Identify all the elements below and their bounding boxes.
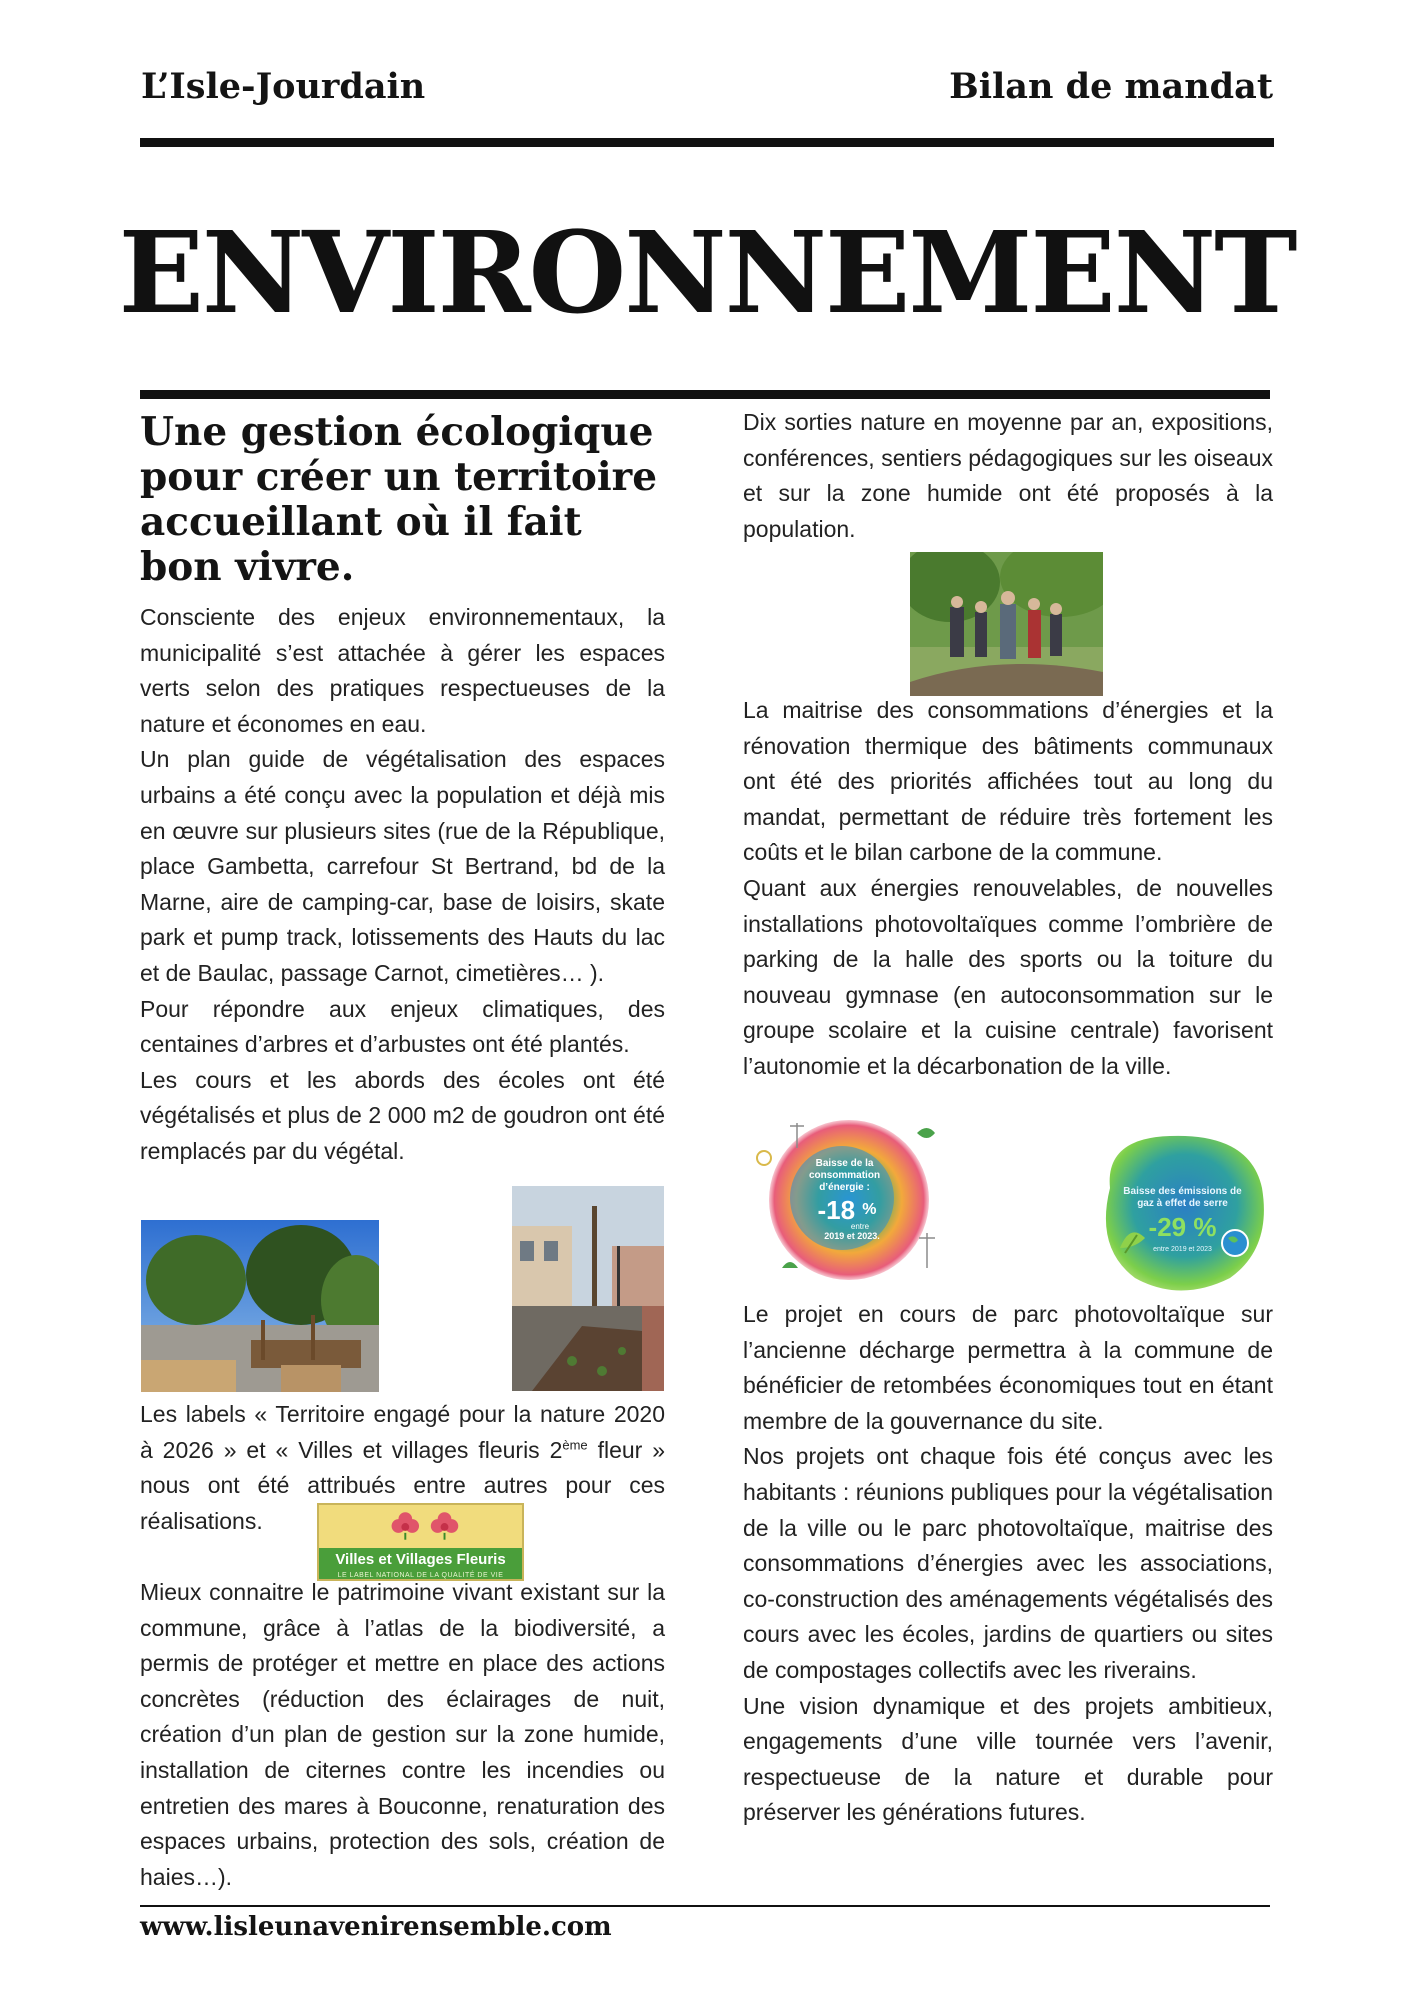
footer-divider bbox=[140, 1905, 1270, 1907]
section-heading: Une gestion écologique pour créer un territoire accueillant où il fait bon vivre. bbox=[140, 409, 658, 590]
paragraph-schools: Les cours et les abords des écoles ont été végétalisés et plus de 2 000 m2 de goudron ont été remplacés par du végétal. bbox=[140, 1066, 665, 1164]
title-divider bbox=[140, 390, 1270, 399]
labels-text-part1: Les labels « Territoire engagé pour la nature 2020 à 2026 » et « Villes et villages fleuris 2 bbox=[140, 1401, 665, 1463]
paragraph-trees: Pour répondre aux enjeux climatiques, des centaines d’arbres et d’arbustes ont été plantés. bbox=[140, 995, 665, 1058]
ghg-stat-period: entre 2019 et 2023 bbox=[1153, 1246, 1212, 1253]
flower-icon bbox=[319, 1509, 522, 1541]
energy-stat-entre: entre bbox=[850, 1222, 870, 1231]
labels-sup: ème bbox=[562, 1436, 588, 1452]
ghg-stat-value: -29 % bbox=[1148, 1212, 1217, 1242]
photo-nature-outing bbox=[910, 552, 1103, 696]
ghg-stat-label: Baisse des émissions de gaz à effet de serre bbox=[1123, 1186, 1242, 1209]
footer-url[interactable]: www.lisleunavenirensemble.com bbox=[140, 1912, 612, 1942]
paragraph-renewables: Quant aux énergies renouvelables, de nouvelles installations photovoltaïques comme l’ombrière de parking de la halle des sports ou la toiture du nouveau gymnase (en autoconsommation sur le groupe scolaire et la cuisine centrale) favorisent l’autonomie et la décarbonation de la ville. bbox=[743, 874, 1273, 1079]
ghg-reduction-graphic bbox=[1090, 1128, 1272, 1296]
badge-subtitle: LE LABEL NATIONAL DE LA QUALITÉ DE VIE bbox=[319, 1571, 522, 1581]
villes-villages-fleuris-badge bbox=[317, 1503, 524, 1581]
energy-unit: % bbox=[862, 1201, 877, 1218]
paragraph-vision: Une vision dynamique et des projets ambitieux, engagements d’une ville tournée vers l’avenir, respectueuse de la nature et durable pour préserver les générations futures. bbox=[743, 1692, 1273, 1826]
energy-stat-value bbox=[792, 1196, 902, 1224]
header-left: L’Isle-Jourdain bbox=[141, 66, 426, 107]
paragraph-nature-outings: Dix sorties nature en moyenne par an, expositions, conférences, sentiers pédagogiques sur les oiseaux et sur la zone humide ont été proposés à la population. bbox=[743, 409, 1273, 542]
biodiversity-block bbox=[140, 1575, 665, 1895]
paragraph-participation: Nos projets ont chaque fois été conçus avec les habitants : réunions publiques pour la végétalisation de la ville ou le parc photovoltaïque, maitrise des consommations d’énergies avec les associations, co-construction des aménagements végétalisés des cours avec les écoles, jardins de quartiers ou sites de compostages collectifs avec les riverains. bbox=[743, 1443, 1273, 1683]
photo-planted-square bbox=[141, 1220, 379, 1392]
energy-stat-label: Baisse de la consommation d’énergie : bbox=[808, 1158, 881, 1193]
paragraph-plan-guide: Un plan guide de végétalisation des espaces urbains a été conçu avec la population et déjà mis en œuvre sur plusieurs sites (rue de la République, place Gambetta, carrefour St Bertrand, bd de la Marne, aire de camping-car, base de loisirs, skate park et pump track, lotissements des Hauts du lac et de Baulac, passage Carnot, cimetières… ). bbox=[140, 746, 665, 986]
energy-reduction-graphic bbox=[742, 1118, 957, 1281]
header-right: Bilan de mandat bbox=[949, 66, 1273, 107]
paragraph-energy-renovation: La maitrise des consommations d’énergies et la rénovation thermique des bâtiments communaux ont été des priorités affichées tout au long du mandat, permettant de réduire très fortement les coûts et le bilan carbone de la commune. bbox=[743, 697, 1273, 866]
paragraph-solar-park: Le projet en cours de parc photovoltaïque sur l’ancienne décharge permettra à la commune de bénéficier de retombées économiques tout en étant membre de la gouvernance du site. bbox=[743, 1301, 1273, 1434]
paragraph-biodiversity: Mieux connaitre le patrimoine vivant existant sur la commune, grâce à l’atlas de la biodiversité, a permis de protéger et mettre en place des actions concrètes (réduction des éclairages de nuit, création d’un plan de gestion sur la zone humide, installation de citernes contre les incendies ou entretien des mares à Bouconne, renaturation des espaces urbains, protection des sols, création de haies…). bbox=[140, 1579, 665, 1890]
paragraph-intro: Consciente des enjeux environnementaux, la municipalité s’est attachée à gérer les espaces verts selon des pratiques respectueuses de la nature et économes en eau. bbox=[140, 604, 665, 737]
energy-value: -18 bbox=[817, 1195, 856, 1225]
page-title: ENVIRONNEMENT bbox=[118, 208, 1296, 339]
top-divider bbox=[140, 138, 1274, 147]
right-column-bottom bbox=[743, 1297, 1273, 1831]
right-column-top bbox=[743, 405, 1273, 547]
left-column bbox=[140, 410, 665, 1170]
labels-text-part2: fleur » nous ont été attribués entre autres pour ces réalisations. bbox=[140, 1436, 665, 1534]
right-column-energy bbox=[743, 693, 1273, 1085]
photo-school-planting bbox=[512, 1186, 664, 1391]
energy-stat-period: 2019 et 2023. bbox=[824, 1231, 880, 1241]
badge-title: Villes et Villages Fleuris bbox=[319, 1548, 522, 1572]
